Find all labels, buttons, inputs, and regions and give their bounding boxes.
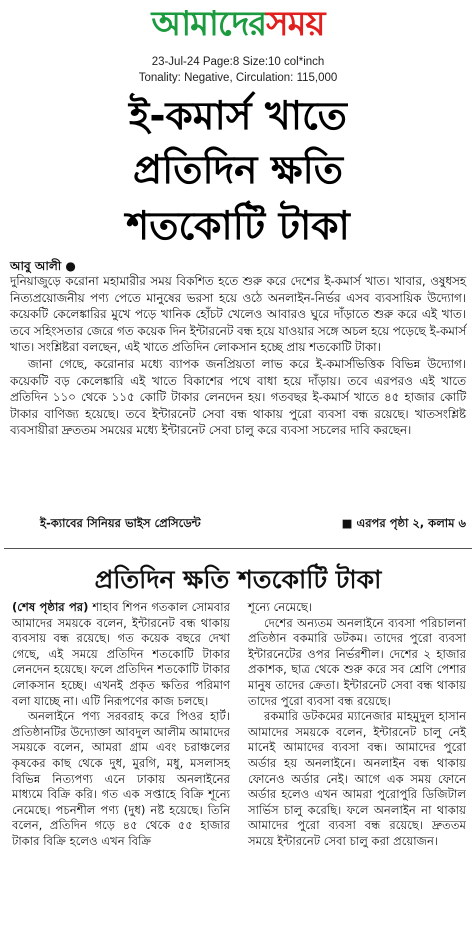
continuation-column-left [12,600,230,850]
continuation-article [4,556,472,946]
clipping-meta-line2: Tonality: Negative, Circulation: 115,000 [138,72,338,84]
continuation-paragraph-right-3: রকমারি ডটকমের ম্যানেজার মাহমুদুল হাসান আমাদের সময়কে বলেন, ইন্টারনেট চালু নেই মানেই আমাদের ব্যবসা বন্ধ। আমাদের পুরো অর্ডার হয় অনলাইনে। অনলাইন বন্ধ থাকায় ফোনেও অর্ডার নেই। আগে এক সময় ফোনে অর্ডার হলেও এখন আমরা পুরোপুরি ডিজিটাল সার্ভিস চালু করেছি। ফলে অনলাইন না থাকায় আমাদের পুরো ব্যবসা বন্ধ রয়েছে। দ্রুততম সময়ে ইন্টারনেট সেবা চালু করা প্রয়োজন। [248,709,466,848]
article-footer [10,515,466,535]
article-body [10,273,466,439]
continuation-text-left-1: শাহাব শিপন গতকাল সোমবার আমাদের সময়কে বলেন, ইন্টারনেট বন্ধ থাকায় ব্যবসায় বন্ধ রয়েছে। গত কয়েক বছরে দেখা গেছে, এই সময়ে প্রতিদিন শতকোটি টাকার লেনদেন হয়েছে। ফলে প্রতিদিন শতকোটি টাকার লোকসান হচ্ছে। এখনই প্রকৃত ক্ষতির পরিমাণ বলা যাচ্ছে না। এটি নিরূপণের কাজ চলছে। [12,600,230,708]
continuation-headline: প্রতিদিন ক্ষতি শতকোটি টাকা [94,565,382,594]
byline: আবু আলী ● [10,259,76,273]
headline-line-1: ই-কমার্স খাতে [129,94,347,139]
article-paragraph-1: দুনিয়াজুড়ে করোনা মহামারীর সময় বিকশিত হতে শুরু করে দেশের ই-কমার্স খাত। খাবার, ওষুধসহ নিত্যপ্রয়োজনীয় পণ্য পেতে মানুষের ভরসা হয়ে ওঠে অনলাইন-নির্ভর এসব ব্যবসায়িক উদ্যোগ। কয়েকটি কেলেঙ্কারির মুখে পড়ে খানিক হোঁচট খেলেও আবারও ঘুরে দাঁড়াতে শুরু করে এই খাত। তবে সহিংসতার জেরে গত কয়েক দিন ইন্টারনেট বন্ধ হয়ে যাওয়ার সঙ্গে অচল হয়ে পড়েছে ই-কমার্স খাত। সংশ্লিষ্টরা বলছেন, এই খাতে প্রতিদিন লোকসান হচ্ছে প্রায় শতকোটি টাকা। [10,274,466,355]
continued-from-note: (শেষ পৃষ্ঠার পর) [12,600,89,614]
continued-on-note: ■ এরপর পৃষ্ঠা ২, কলাম ৬ [341,516,466,530]
footer-caption: ই-ক্যাবের সিনিয়র ভাইস প্রেসিডেন্ট [40,516,201,530]
section-divider [4,548,472,549]
logo-text-green: আমাদের [151,4,267,44]
masthead [0,0,476,52]
headline-line-3: শতকোটি টাকা [126,204,350,249]
continuation-paragraph-right-2: দেশের অন্যতম অনলাইনে ব্যবসা পরিচালনা প্রতিষ্ঠান বকমারি ডটকম। তাদের পুরো ব্যবসা ইন্টারনেটের ওপর নির্ভরশীল। দেশের ২ হাজার প্রকাশক, ছাত্র থেকে শুরু করে সব শ্রেণি পেশার মানুষ তাদের ক্রেতা। ইন্টারনেট সেবা বন্ধ থাকায় তাদের পুরো ব্যবসা বন্ধ রয়েছে। [248,615,466,708]
logo-text-red: সময় [266,4,325,44]
headline-line-2: প্রতিদিন ক্ষতি [132,148,344,193]
newspaper-logo [0,2,476,52]
front-page-article [6,90,470,540]
continuation-column-right [248,600,466,850]
article-paragraph-2: জানা গেছে, করোনার মধ্যে ব্যাপক জনপ্রিয়তা লাভ করে ই-কমার্সভিত্তিক বিভিন্ন উদ্যোগ। কয়েকটি বড় কেলেঙ্কারি এই খাতে বিকাশের পথে বাধা হয়ে দাঁড়ায়। তবে এরপরও এই খাতে প্রতিদিন ১১০ থেকে ১১৫ কোটি টাকার লেনদেন হয়। গতবছর ই-কমার্স খাতে ৪৫ হাজার কোটি টাকার বাণিজ্য হয়েছে। তবে ইন্টারনেট সেবা বন্ধ থাকায় পুরো ব্যবসা বন্ধ রয়েছে। খাতসংশ্লিষ্ট ব্যবসায়ীরা দ্রুততম সময়ের মধ্যে ইন্টারনেট সেবা চালু করে ব্যবসা সচলের দাবি করছেন। [10,356,466,438]
continuation-paragraph-right-1: শূন্যে নেমেছে। [248,600,313,614]
clipping-meta-line1: 23-Jul-24 Page:8 Size:10 col*inch [151,56,325,68]
continuation-paragraph-left-2: অনলাইনে পণ্য সরবরাহ করে পিওর হার্ট। প্রতিষ্ঠানটির উদ্যোক্তা আবদুল আলীম আমাদের সময়কে বলেন, আমরা গ্রাম এবং চরাঞ্চলের কৃষকের কাছ থেকে দুধ, মুরগি, মধু, মসলাসহ বিভিন্ন নিত্যপণ্য এনে ঢাকায় অনলাইনের মাধ্যমে বিক্রি করি। গত এক সপ্তাহে বিক্রি শূন্যে নেমেছে। পচনশীল পণ্য (দুধ) নষ্ট হয়েছে। তিনি বলেন, প্রতিদিন গড়ে ৪৫ থেকে ৫৫ হাজার টাকার বিক্রি হলেও এখন বিক্রি [12,709,230,848]
continuation-paragraph-left-1 [12,600,230,709]
